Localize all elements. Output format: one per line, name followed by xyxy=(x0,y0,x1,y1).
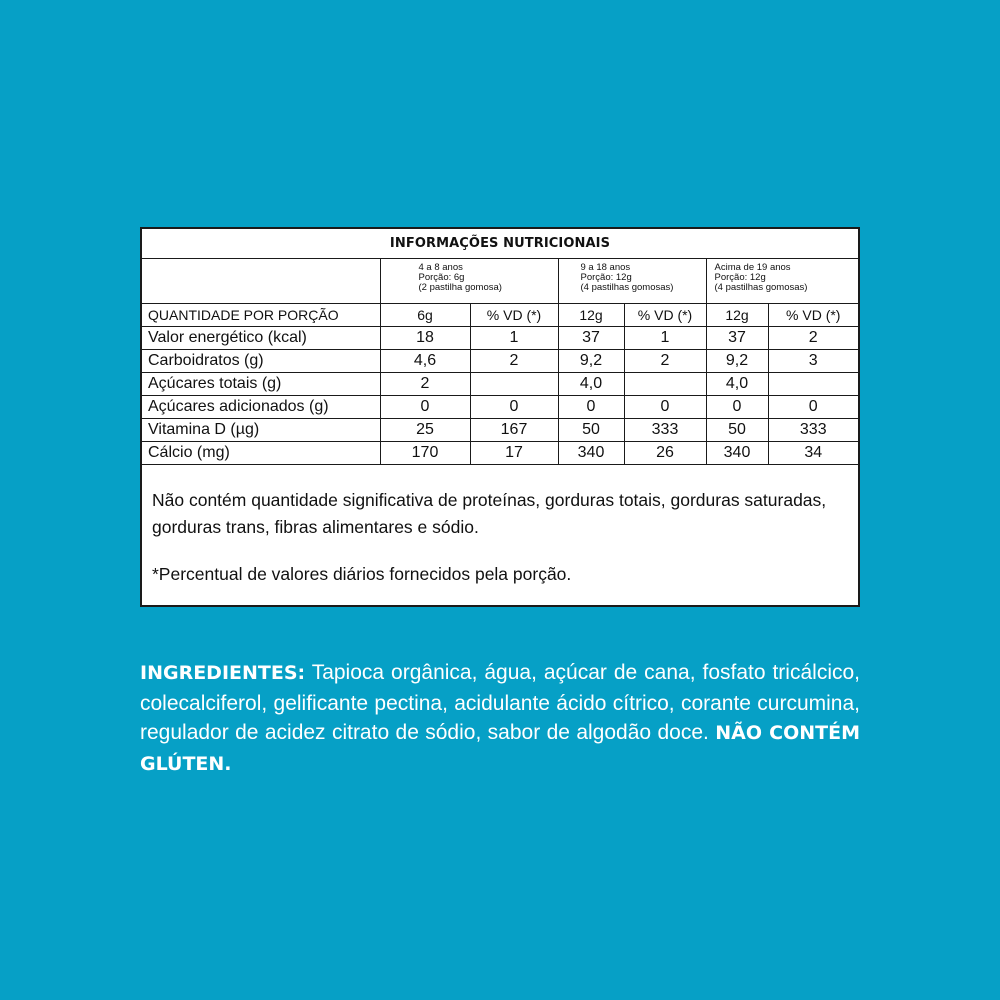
value-cell: 167 xyxy=(470,419,558,442)
header-cell: 6g xyxy=(380,304,470,327)
table-row xyxy=(142,350,858,373)
value-cell: 0 xyxy=(768,396,858,419)
ingredients-text: Tapioca orgânica, água, açúcar de cana, fosfato tricálcico, colecalciferol, gelificante pectina, acidulante ácido cítrico, corante curcumina, regulador de acidez citrato de sódio, sabor de algodão doce. xyxy=(140,661,860,744)
header-cell: 12g xyxy=(558,304,624,327)
value-cell: 0 xyxy=(470,396,558,419)
age-group-cell xyxy=(558,259,706,304)
table-row xyxy=(142,327,858,350)
value-cell: 37 xyxy=(558,327,624,350)
table-row xyxy=(142,419,858,442)
value-cell: 333 xyxy=(768,419,858,442)
value-cell: 25 xyxy=(380,419,470,442)
age-group-cell xyxy=(706,259,858,304)
header-cell: % VD (*) xyxy=(768,304,858,327)
age-group-row xyxy=(142,259,858,304)
value-cell xyxy=(624,373,706,396)
value-cell: 50 xyxy=(706,419,768,442)
value-cell: 170 xyxy=(380,442,470,465)
value-cell: 17 xyxy=(470,442,558,465)
value-cell: 1 xyxy=(470,327,558,350)
value-cell: 340 xyxy=(706,442,768,465)
table-row xyxy=(142,396,858,419)
table-row xyxy=(142,442,858,465)
value-cell: 2 xyxy=(768,327,858,350)
age-group-units: (4 pastilhas gomosas) xyxy=(580,282,674,293)
value-cell xyxy=(470,373,558,396)
nutrition-notes xyxy=(142,465,858,588)
age-group-portion: Porção: 12g xyxy=(714,272,766,283)
row-label-cell: Cálcio (mg) xyxy=(142,442,380,465)
ingredients-label: INGREDIENTES: xyxy=(140,662,306,684)
value-cell: 26 xyxy=(624,442,706,465)
nutrition-note-text: Não contém quantidade significativa de proteínas, gorduras totais, gorduras saturadas, gorduras trans, fibras alimentares e sódio. xyxy=(152,490,827,537)
age-group-age: 9 a 18 anos xyxy=(580,262,631,273)
nutrition-title-row xyxy=(142,229,858,259)
blank-corner-cell xyxy=(142,259,380,304)
value-cell: 2 xyxy=(624,350,706,373)
daily-value-footnote: *Percentual de valores diários fornecidos pela porção. xyxy=(152,564,572,584)
row-label-cell: Valor energético (kcal) xyxy=(142,327,380,350)
nutrition-title: INFORMAÇÕES NUTRICIONAIS xyxy=(389,236,611,251)
age-group-age: Acima de 19 anos xyxy=(714,262,791,273)
value-cell: 34 xyxy=(768,442,858,465)
value-cell: 18 xyxy=(380,327,470,350)
value-cell: 1 xyxy=(624,327,706,350)
value-cell: 333 xyxy=(624,419,706,442)
age-group-cell xyxy=(380,259,558,304)
header-cell: % VD (*) xyxy=(624,304,706,327)
header-cell: 12g xyxy=(706,304,768,327)
value-cell: 0 xyxy=(380,396,470,419)
age-group-units: (4 pastilhas gomosas) xyxy=(714,282,808,293)
age-group-portion: Porção: 12g xyxy=(580,272,632,283)
row-label-cell: Açúcares totais (g) xyxy=(142,373,380,396)
nutrition-facts-panel xyxy=(140,227,860,607)
value-cell: 37 xyxy=(706,327,768,350)
value-cell: 2 xyxy=(470,350,558,373)
table-header-row xyxy=(142,304,858,327)
value-cell: 0 xyxy=(706,396,768,419)
ingredients-paragraph xyxy=(140,658,860,779)
value-cell: 9,2 xyxy=(558,350,624,373)
age-group-age: 4 a 8 anos xyxy=(418,262,463,273)
value-cell xyxy=(768,373,858,396)
row-label-cell: Carboidratos (g) xyxy=(142,350,380,373)
gluten-free-statement: NÃO CONTÉM GLÚTEN. xyxy=(140,722,861,775)
value-cell: 4,0 xyxy=(558,373,624,396)
value-cell: 9,2 xyxy=(706,350,768,373)
table-row xyxy=(142,373,858,396)
header-cell: % VD (*) xyxy=(470,304,558,327)
value-cell: 50 xyxy=(558,419,624,442)
value-cell: 4,0 xyxy=(706,373,768,396)
value-cell: 3 xyxy=(768,350,858,373)
value-cell: 0 xyxy=(624,396,706,419)
value-cell: 4,6 xyxy=(380,350,470,373)
row-label-cell: Vitamina D (µg) xyxy=(142,419,380,442)
age-group-units: (2 pastilha gomosa) xyxy=(418,282,502,293)
nutrition-table xyxy=(142,259,858,465)
value-cell: 340 xyxy=(558,442,624,465)
value-cell: 0 xyxy=(558,396,624,419)
header-label-cell: QUANTIDADE POR PORÇÃO xyxy=(142,304,380,327)
age-group-portion: Porção: 6g xyxy=(418,272,465,283)
value-cell: 2 xyxy=(380,373,470,396)
row-label-cell: Açúcares adicionados (g) xyxy=(142,396,380,419)
